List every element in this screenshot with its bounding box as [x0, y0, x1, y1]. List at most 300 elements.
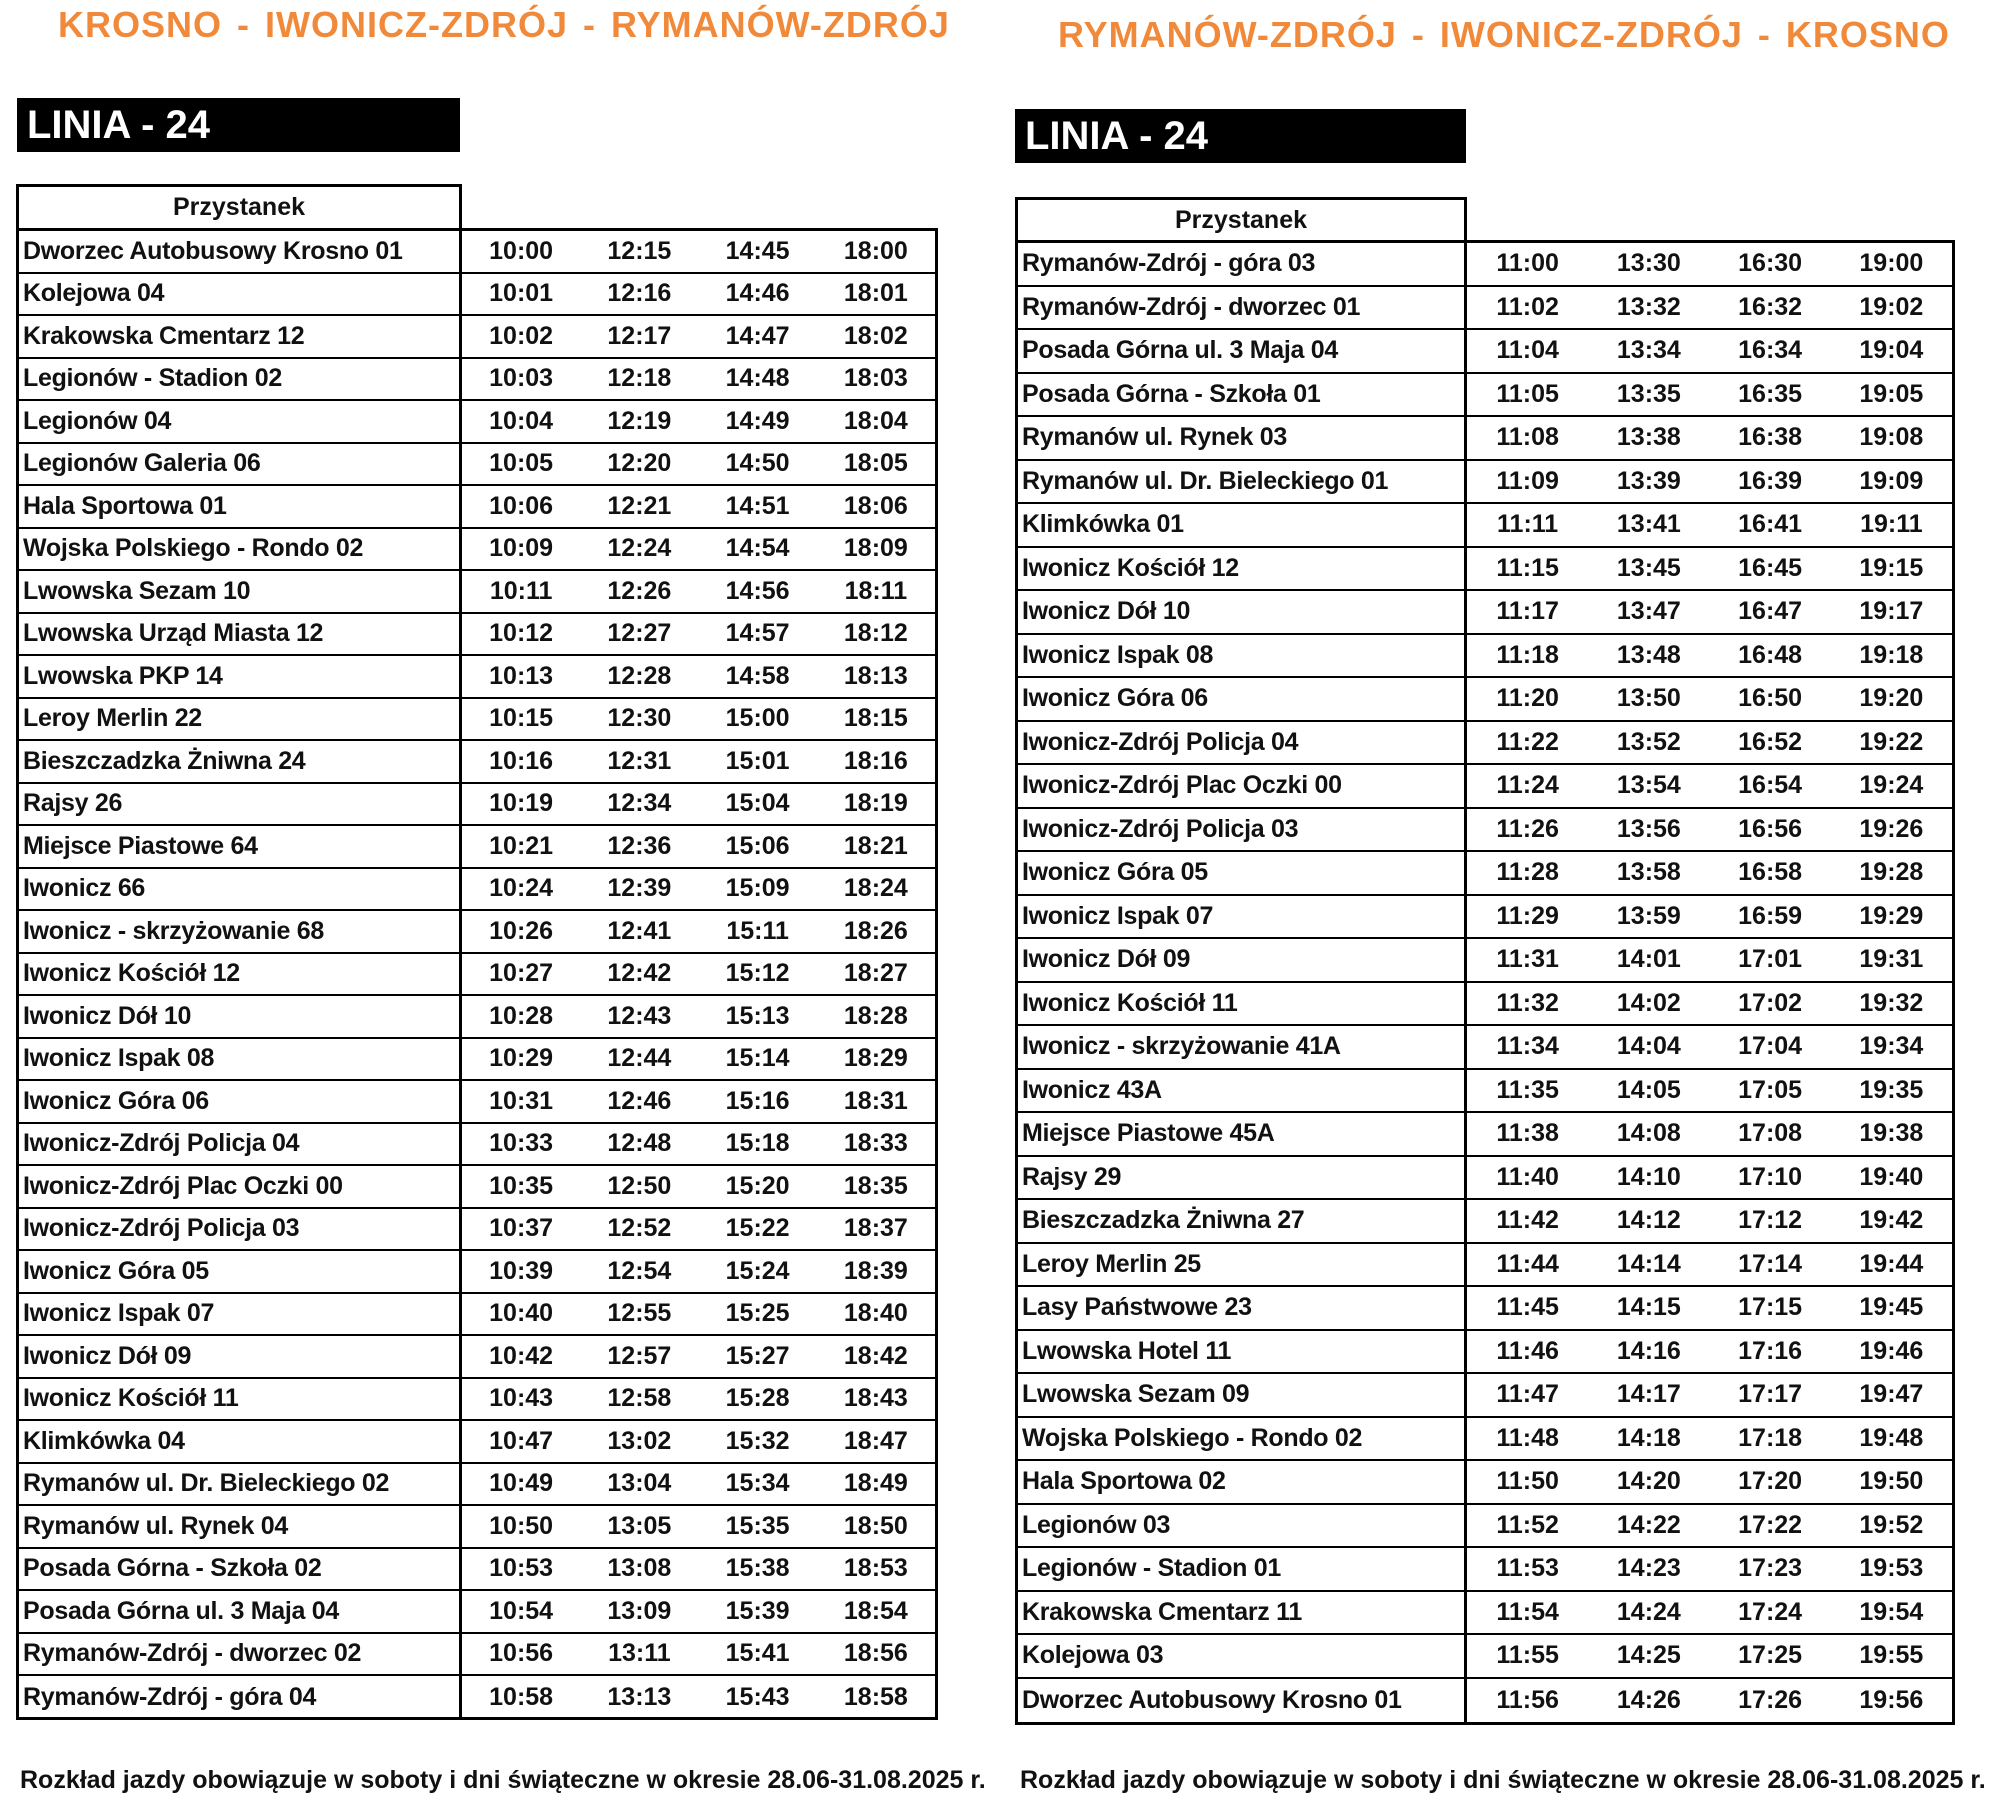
departure-time: 15:13	[725, 1001, 790, 1030]
table-row	[1018, 635, 1952, 679]
departure-time: 18:31	[843, 1086, 908, 1115]
departure-time: 17:08	[1738, 1119, 1803, 1148]
table-row	[19, 1294, 935, 1337]
departure-time: 14:17	[1616, 1380, 1681, 1409]
departure-time: 15:35	[725, 1511, 790, 1540]
table-row	[1018, 765, 1952, 809]
departure-time: 15:43	[725, 1682, 790, 1711]
departure-time: 19:09	[1859, 466, 1924, 495]
departure-time: 13:34	[1616, 336, 1681, 365]
departure-time: 10:49	[489, 1469, 554, 1498]
departure-time: 13:11	[608, 1639, 671, 1668]
table-row	[19, 1251, 935, 1294]
stop-name: Iwonicz-Zdrój Plac Oczki 00	[19, 1166, 462, 1207]
departure-time: 14:58	[725, 661, 790, 690]
departure-time: 11:45	[1496, 1293, 1559, 1322]
departure-time: 13:02	[607, 1426, 672, 1455]
stop-name: Iwonicz-Zdrój Policja 03	[19, 1209, 462, 1250]
departure-time: 15:09	[725, 874, 790, 903]
departure-time: 18:09	[843, 534, 908, 563]
departure-time: 18:19	[843, 789, 908, 818]
departure-time: 17:24	[1738, 1597, 1803, 1626]
departure-time: 19:11	[1860, 510, 1923, 539]
departure-time: 13:30	[1616, 249, 1681, 278]
departure-time: 17:18	[1738, 1423, 1803, 1452]
departure-time: 10:58	[489, 1682, 554, 1711]
departure-time: 13:38	[1616, 423, 1681, 452]
departure-time: 19:29	[1859, 901, 1924, 930]
departure-time: 15:01	[725, 746, 790, 775]
table-row	[1018, 1200, 1952, 1244]
departure-time: 17:15	[1738, 1293, 1803, 1322]
stop-name: Krakowska Cmentarz 11	[1018, 1592, 1467, 1634]
departure-time: 19:40	[1859, 1162, 1924, 1191]
departure-time: 14:16	[1616, 1336, 1681, 1365]
departure-time: 14:56	[725, 576, 790, 605]
departure-time: 18:53	[843, 1554, 908, 1583]
departure-time: 10:26	[489, 916, 554, 945]
departure-time: 11:31	[1496, 945, 1559, 974]
departure-time: 12:30	[607, 704, 672, 733]
stop-name: Iwonicz Kościół 11	[1018, 983, 1467, 1025]
departure-time: 18:40	[843, 1299, 908, 1328]
departure-time: 10:37	[489, 1214, 554, 1243]
table-row	[1018, 1026, 1952, 1070]
departure-time: 19:24	[1859, 771, 1924, 800]
departure-time: 19:45	[1859, 1293, 1924, 1322]
stop-name: Iwonicz Dół 09	[1018, 939, 1467, 981]
table-row	[19, 1421, 935, 1464]
stop-name: Leroy Merlin 22	[19, 699, 462, 740]
table-row	[19, 571, 935, 614]
departure-time: 15:39	[725, 1596, 790, 1625]
stop-name: Iwonicz Ispak 07	[19, 1294, 462, 1335]
departure-time: 10:21	[489, 831, 554, 860]
table-row	[19, 1634, 935, 1677]
departure-time: 11:55	[1496, 1641, 1559, 1670]
departure-time: 18:02	[843, 321, 908, 350]
table-row	[1018, 1374, 1952, 1418]
departure-time: 19:56	[1859, 1685, 1924, 1714]
table-row	[19, 359, 935, 402]
departure-time: 11:46	[1496, 1336, 1559, 1365]
table-row	[1018, 374, 1952, 418]
departure-time: 12:36	[607, 831, 672, 860]
stop-name: Rymanów ul. Dr. Bieleckiego 02	[19, 1464, 462, 1505]
departure-time: 11:29	[1496, 901, 1559, 930]
stop-name: Iwonicz-Zdrój Plac Oczki 00	[1018, 765, 1467, 807]
departure-time: 16:50	[1738, 684, 1803, 713]
stop-name: Rymanów ul. Rynek 03	[1018, 417, 1467, 459]
departure-time: 12:28	[607, 661, 672, 690]
departure-time: 18:13	[843, 661, 908, 690]
stop-name: Iwonicz-Zdrój Policja 04	[19, 1124, 462, 1165]
departure-time: 19:15	[1859, 553, 1924, 582]
departure-time: 14:12	[1616, 1206, 1681, 1235]
departure-time: 12:50	[607, 1171, 672, 1200]
departure-time: 15:04	[725, 789, 790, 818]
departure-time: 11:54	[1496, 1597, 1559, 1626]
table-row	[19, 274, 935, 317]
table-row	[1018, 1635, 1952, 1679]
right-timetable	[1015, 240, 1955, 1725]
departure-time: 14:25	[1616, 1641, 1681, 1670]
departure-time: 11:38	[1496, 1119, 1559, 1148]
departure-time: 18:26	[843, 916, 908, 945]
departure-time: 16:47	[1738, 597, 1803, 626]
table-row	[19, 1166, 935, 1209]
table-row	[1018, 1548, 1952, 1592]
stop-name: Rymanów-Zdrój - dworzec 01	[1018, 287, 1467, 329]
table-row	[1018, 1592, 1952, 1636]
departure-time: 19:48	[1859, 1423, 1924, 1452]
departure-time: 16:45	[1738, 553, 1803, 582]
departure-time: 12:55	[607, 1299, 672, 1328]
departure-time: 18:37	[843, 1214, 908, 1243]
departure-time: 12:20	[607, 449, 672, 478]
departure-time: 12:19	[607, 406, 672, 435]
stop-name: Iwonicz Góra 06	[19, 1081, 462, 1122]
departure-time: 10:39	[489, 1256, 554, 1285]
table-row	[19, 1506, 935, 1549]
stop-name: Iwonicz 66	[19, 869, 462, 910]
departure-time: 15:38	[725, 1554, 790, 1583]
stop-name: Rymanów-Zdrój - góra 04	[19, 1676, 462, 1719]
right-line-badge: LINIA - 24	[1015, 109, 1466, 163]
departure-time: 19:42	[1859, 1206, 1924, 1235]
departure-time: 13:13	[607, 1682, 672, 1711]
table-row	[19, 1124, 935, 1167]
departure-time: 15:27	[725, 1341, 790, 1370]
departure-time: 12:46	[607, 1086, 672, 1115]
departure-time: 19:17	[1859, 597, 1924, 626]
departure-time: 10:56	[489, 1639, 554, 1668]
departure-time: 16:32	[1738, 292, 1803, 321]
departure-time: 12:48	[607, 1129, 672, 1158]
table-row	[1018, 548, 1952, 592]
table-row	[1018, 243, 1952, 287]
departure-time: 18:43	[843, 1384, 908, 1413]
stop-name: Iwonicz Kościół 12	[19, 954, 462, 995]
departure-time: 11:26	[1496, 814, 1559, 843]
table-row	[1018, 287, 1952, 331]
table-row	[19, 869, 935, 912]
departure-time: 10:33	[489, 1129, 554, 1158]
departure-time: 14:49	[725, 406, 790, 435]
departure-time: 16:39	[1738, 466, 1803, 495]
departure-time: 19:55	[1859, 1641, 1924, 1670]
departure-time: 18:56	[843, 1639, 908, 1668]
departure-time: 12:15	[607, 236, 672, 265]
table-row	[19, 741, 935, 784]
stop-name: Rymanów ul. Dr. Bieleckiego 01	[1018, 461, 1467, 503]
stop-name: Bieszczadzka Żniwna 27	[1018, 1200, 1467, 1242]
stop-name: Iwonicz Góra 05	[19, 1251, 462, 1292]
table-row	[19, 1039, 935, 1082]
stop-name: Miejsce Piastowe 45A	[1018, 1113, 1467, 1155]
table-row	[19, 1464, 935, 1507]
departure-time: 19:50	[1859, 1467, 1924, 1496]
departure-time: 10:31	[489, 1086, 554, 1115]
stop-name: Lwowska Hotel 11	[1018, 1331, 1467, 1373]
right-footnote: Rozkład jazdy obowiązuje w soboty i dni świąteczne w okresie 28.06-31.08.2025 r.	[1020, 1766, 1986, 1794]
departure-time: 13:08	[607, 1554, 672, 1583]
departure-time: 12:52	[607, 1214, 672, 1243]
departure-time: 10:04	[489, 406, 554, 435]
departure-time: 14:14	[1616, 1249, 1681, 1278]
departure-time: 11:11	[1497, 510, 1559, 539]
departure-time: 18:39	[843, 1256, 908, 1285]
departure-time: 16:41	[1738, 510, 1803, 539]
table-row	[19, 1209, 935, 1252]
stop-name: Rymanów-Zdrój - dworzec 02	[19, 1634, 462, 1675]
table-row	[19, 444, 935, 487]
departure-time: 16:48	[1738, 640, 1803, 669]
departure-time: 11:15	[1496, 553, 1559, 582]
table-row	[1018, 330, 1952, 374]
departure-time: 12:43	[607, 1001, 672, 1030]
departure-time: 18:05	[843, 449, 908, 478]
table-row	[1018, 896, 1952, 940]
departure-time: 11:02	[1496, 292, 1559, 321]
departure-time: 14:08	[1616, 1119, 1681, 1148]
departure-time: 18:50	[843, 1511, 908, 1540]
table-row	[1018, 1287, 1952, 1331]
departure-time: 19:31	[1859, 945, 1924, 974]
departure-time: 10:50	[489, 1511, 554, 1540]
departure-time: 19:05	[1859, 379, 1924, 408]
departure-time: 11:09	[1496, 466, 1559, 495]
departure-time: 17:26	[1738, 1685, 1803, 1714]
departure-time: 12:18	[607, 364, 672, 393]
departure-time: 16:52	[1738, 727, 1803, 756]
stop-name: Iwonicz 43A	[1018, 1070, 1467, 1112]
departure-time: 17:04	[1738, 1032, 1803, 1061]
table-row	[19, 699, 935, 742]
departure-time: 19:04	[1859, 336, 1924, 365]
departure-time: 19:35	[1859, 1075, 1924, 1104]
departure-time: 18:47	[843, 1426, 908, 1455]
departure-time: 12:17	[607, 321, 672, 350]
departure-time: 18:29	[843, 1044, 908, 1073]
departure-time: 15:06	[725, 831, 790, 860]
table-row	[19, 316, 935, 359]
right-route-title: RYMANÓW-ZDRÓJ - IWONICZ-ZDRÓJ - KROSNO	[1058, 14, 1950, 55]
table-row	[19, 1081, 935, 1124]
departure-time: 10:15	[489, 704, 554, 733]
departure-time: 10:24	[489, 874, 554, 903]
departure-time: 16:56	[1738, 814, 1803, 843]
departure-time: 10:09	[489, 534, 554, 563]
departure-time: 19:46	[1859, 1336, 1924, 1365]
departure-time: 11:42	[1496, 1206, 1559, 1235]
departure-time: 11:18	[1496, 640, 1559, 669]
departure-time: 18:11	[844, 576, 908, 605]
stop-name: Lasy Państwowe 23	[1018, 1287, 1467, 1329]
table-row	[1018, 678, 1952, 722]
stop-name: Krakowska Cmentarz 12	[19, 316, 462, 357]
table-row	[1018, 1113, 1952, 1157]
departure-time: 18:16	[843, 746, 908, 775]
departure-time: 11:08	[1496, 423, 1559, 452]
stop-name: Klimkówka 01	[1018, 504, 1467, 546]
departure-time: 18:00	[843, 236, 908, 265]
departure-time: 11:04	[1496, 336, 1559, 365]
departure-time: 13:39	[1616, 466, 1681, 495]
departure-time: 13:05	[607, 1511, 672, 1540]
departure-time: 19:22	[1859, 727, 1924, 756]
departure-time: 13:32	[1616, 292, 1681, 321]
departure-time: 19:34	[1859, 1032, 1924, 1061]
departure-time: 18:12	[843, 619, 908, 648]
departure-time: 13:45	[1616, 553, 1681, 582]
departure-time: 10:42	[489, 1341, 554, 1370]
departure-time: 12:42	[607, 959, 672, 988]
departure-time: 11:24	[1496, 771, 1559, 800]
stop-name: Kolejowa 04	[19, 274, 462, 315]
departure-time: 16:54	[1738, 771, 1803, 800]
departure-time: 18:27	[843, 959, 908, 988]
table-row	[1018, 1679, 1952, 1723]
stop-name: Rymanów ul. Rynek 04	[19, 1506, 462, 1547]
departure-time: 13:52	[1616, 727, 1681, 756]
departure-time: 16:30	[1738, 249, 1803, 278]
departure-time: 17:23	[1738, 1554, 1803, 1583]
stop-name: Lwowska Urząd Miasta 12	[19, 614, 462, 655]
departure-time: 18:54	[843, 1596, 908, 1625]
table-row	[19, 486, 935, 529]
departure-time: 11:48	[1496, 1423, 1559, 1452]
departure-time: 10:29	[489, 1044, 554, 1073]
departure-time: 11:53	[1496, 1554, 1559, 1583]
stop-name: Iwonicz - skrzyżowanie 68	[19, 911, 462, 952]
left-timetable	[16, 228, 938, 1720]
table-row	[1018, 1070, 1952, 1114]
departure-time: 19:47	[1859, 1380, 1924, 1409]
departure-time: 14:05	[1616, 1075, 1681, 1104]
departure-time: 14:22	[1616, 1510, 1681, 1539]
departure-time: 18:01	[843, 279, 908, 308]
departure-time: 14:15	[1616, 1293, 1681, 1322]
departure-time: 17:12	[1738, 1206, 1803, 1235]
departure-time: 12:39	[607, 874, 672, 903]
departure-time: 13:48	[1616, 640, 1681, 669]
departure-time: 17:25	[1738, 1641, 1803, 1670]
departure-time: 19:52	[1859, 1510, 1924, 1539]
stop-name: Posada Górna - Szkoła 01	[1018, 374, 1467, 416]
departure-time: 14:20	[1616, 1467, 1681, 1496]
departure-time: 12:44	[607, 1044, 672, 1073]
departure-time: 12:41	[607, 916, 672, 945]
stop-name: Rymanów-Zdrój - góra 03	[1018, 243, 1467, 285]
departure-time: 13:59	[1616, 901, 1681, 930]
stop-name: Rajsy 29	[1018, 1157, 1467, 1199]
stop-name: Iwonicz - skrzyżowanie 41A	[1018, 1026, 1467, 1068]
departure-time: 13:56	[1616, 814, 1681, 843]
departure-time: 17:22	[1738, 1510, 1803, 1539]
departure-time: 12:24	[607, 534, 672, 563]
departure-time: 15:20	[725, 1171, 790, 1200]
table-row	[19, 231, 935, 274]
table-row	[1018, 1244, 1952, 1288]
table-row	[1018, 722, 1952, 766]
table-row	[1018, 852, 1952, 896]
departure-time: 18:58	[843, 1682, 908, 1711]
stop-name: Rajsy 26	[19, 784, 462, 825]
departure-time: 19:53	[1859, 1554, 1924, 1583]
departure-time: 11:32	[1496, 988, 1559, 1017]
departure-time: 18:28	[843, 1001, 908, 1030]
stop-name: Iwonicz Góra 06	[1018, 678, 1467, 720]
departure-time: 18:06	[843, 491, 908, 520]
departure-time: 11:20	[1496, 684, 1559, 713]
departure-time: 18:15	[843, 704, 908, 733]
departure-time: 10:43	[489, 1384, 554, 1413]
table-row	[19, 529, 935, 572]
departure-time: 17:02	[1738, 988, 1803, 1017]
departure-time: 12:57	[607, 1341, 672, 1370]
table-row	[1018, 1461, 1952, 1505]
table-row	[1018, 1157, 1952, 1201]
departure-time: 17:17	[1738, 1380, 1803, 1409]
departure-time: 15:28	[725, 1384, 790, 1413]
departure-time: 19:00	[1859, 249, 1924, 278]
stop-name: Hala Sportowa 02	[1018, 1461, 1467, 1503]
departure-time: 15:14	[725, 1044, 790, 1073]
table-row	[19, 401, 935, 444]
departure-time: 13:47	[1616, 597, 1681, 626]
departure-time: 14:10	[1616, 1162, 1681, 1191]
departure-time: 15:34	[725, 1469, 790, 1498]
stop-name: Wojska Polskiego - Rondo 02	[19, 529, 462, 570]
departure-time: 19:44	[1859, 1249, 1924, 1278]
departure-time: 14:24	[1616, 1597, 1681, 1626]
departure-time: 15:16	[725, 1086, 790, 1115]
departure-time: 14:46	[725, 279, 790, 308]
table-row	[19, 911, 935, 954]
departure-time: 10:27	[489, 959, 554, 988]
stop-name: Iwonicz Dół 10	[19, 996, 462, 1037]
departure-time: 11:22	[1496, 727, 1559, 756]
departure-time: 13:04	[607, 1469, 672, 1498]
departure-time: 19:28	[1859, 858, 1924, 887]
stop-name: Legionów 04	[19, 401, 462, 442]
table-row	[19, 1591, 935, 1634]
stop-name: Iwonicz Ispak 08	[1018, 635, 1467, 677]
stop-name: Leroy Merlin 25	[1018, 1244, 1467, 1286]
left-line-badge: LINIA - 24	[17, 98, 460, 152]
departure-time: 13:41	[1616, 510, 1681, 539]
departure-time: 18:35	[843, 1171, 908, 1200]
departure-time: 11:28	[1496, 858, 1559, 887]
table-row	[1018, 461, 1952, 505]
departure-time: 17:20	[1738, 1467, 1803, 1496]
departure-time: 10:12	[489, 619, 554, 648]
departure-time: 19:38	[1859, 1119, 1924, 1148]
departure-time: 12:16	[607, 279, 672, 308]
table-row	[19, 656, 935, 699]
departure-time: 14:04	[1616, 1032, 1681, 1061]
stop-name: Legionów Galeria 06	[19, 444, 462, 485]
departure-time: 10:47	[489, 1426, 554, 1455]
departure-time: 15:22	[725, 1214, 790, 1243]
stop-name: Iwonicz Kościół 12	[1018, 548, 1467, 590]
departure-time: 15:41	[725, 1639, 790, 1668]
departure-time: 19:02	[1859, 292, 1924, 321]
departure-time: 12:27	[607, 619, 672, 648]
table-row	[1018, 1505, 1952, 1549]
departure-time: 10:11	[489, 576, 553, 605]
